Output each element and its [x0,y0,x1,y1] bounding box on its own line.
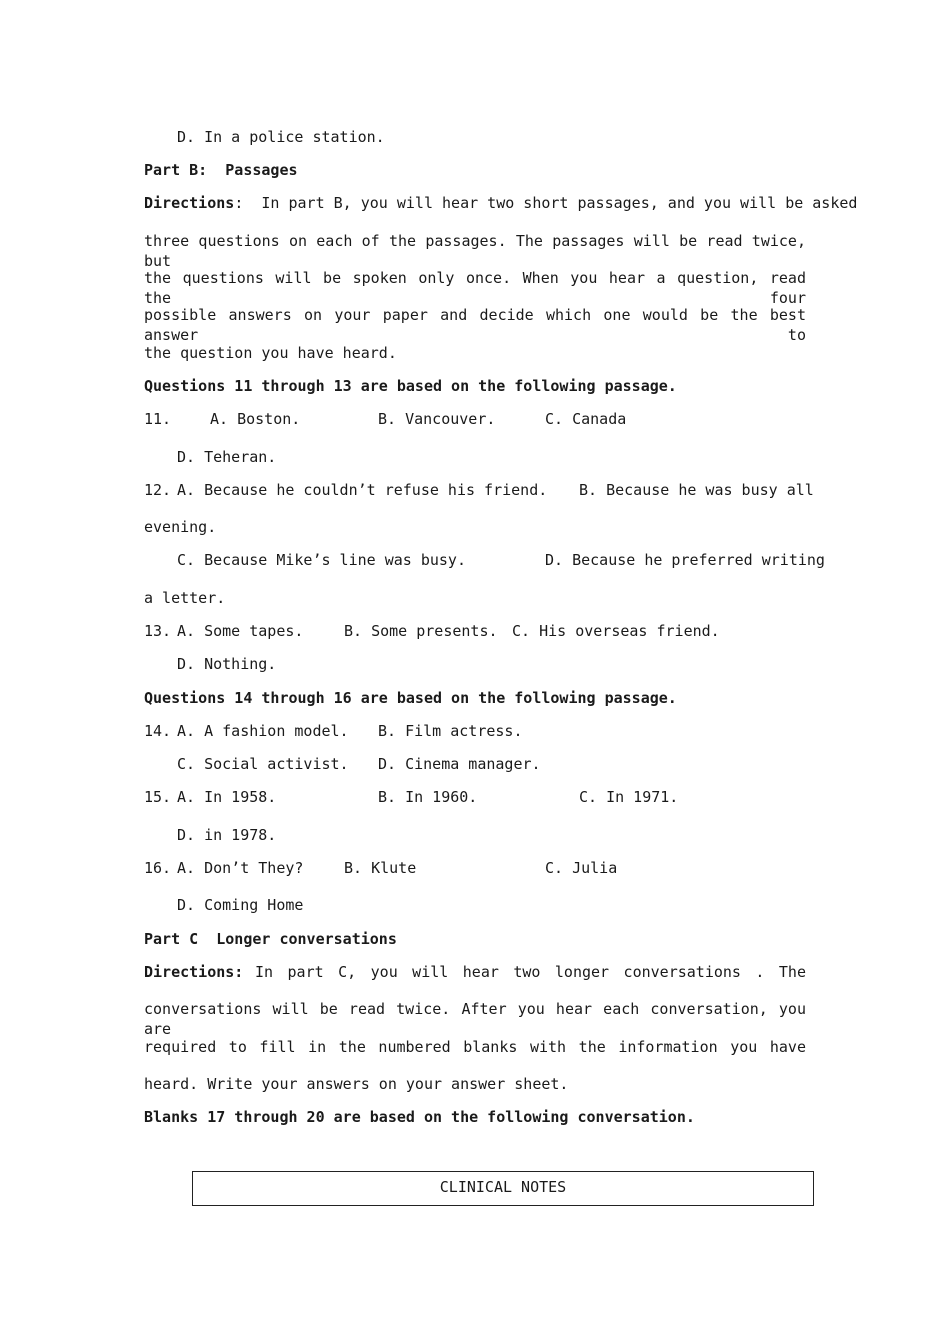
q13-number: 13. [144,622,172,640]
q16-option-b: B. Klute [344,859,417,877]
part-b-heading: Part B: Passages [144,161,298,179]
q14-option-a: A. A fashion model. [177,722,349,740]
q12-option-b-cont: evening. [144,518,217,536]
q15-option-c: C. In 1971. [579,788,679,806]
q15-option-d: D. in 1978. [177,826,277,844]
part-c-directions-line-3: required to fill in the numbered blanks with the information you have [144,1038,806,1056]
group-1-heading: Questions 11 through 13 are based on the following passage. [144,377,677,395]
q16-option-d: D. Coming Home [177,896,304,914]
q12-option-d-cont: a letter. [144,589,226,607]
q15-option-b: B. In 1960. [378,788,478,806]
q14-option-d: D. Cinema manager. [378,755,541,773]
q14-option-c: C. Social activist. [177,755,349,773]
q12-option-a: A. Because he couldn’t refuse his friend. [177,481,548,499]
part-b-directions-line-3: the questions will be spoken only once. When you hear a question, read the four [144,269,806,307]
directions-text: : In part B, you will hear two short passages, and you will be asked [234,194,858,212]
q11-option-d: D. Teheran. [177,448,277,466]
q12-option-d: D. Because he preferred writing [545,551,825,569]
part-c-directions-line-4: heard. Write your answers on your answer sheet. [144,1075,569,1093]
part-c-heading: Part C Longer conversations [144,930,397,948]
part-c-directions-line-1: In part C, you will hear two longer conversations . The [255,963,806,981]
q11-option-b: B. Vancouver. [378,410,496,428]
q11-option-a: A. Boston. [210,410,301,428]
part-b-directions-line-4: possible answers on your paper and decide which one would be the best answer to [144,306,806,344]
q16-option-c: C. Julia [545,859,618,877]
part-b-directions-line-1 [144,193,857,213]
q11-option-c: C. Canada [545,410,627,428]
part-b-directions-line-2: three questions on each of the passages. The passages will be read twice, but [144,232,806,270]
q14-number: 14. [144,722,172,740]
q16-number: 16. [144,859,172,877]
q11-number: 11. [144,410,172,428]
q15-number: 15. [144,788,172,806]
q12-option-b: B. Because he was busy all [579,481,814,499]
q16-option-a: A. Don’t They? [177,859,304,877]
q12-option-c: C. Because Mike’s line was busy. [177,551,466,569]
part-b-directions-line-5: the question you have heard. [144,344,397,362]
q13-option-d: D. Nothing. [177,655,277,673]
q14-option-b: B. Film actress. [378,722,523,740]
group-2-heading: Questions 14 through 16 are based on the following passage. [144,689,677,707]
q15-option-a: A. In 1958. [177,788,277,806]
q13-option-b: B. Some presents. [344,622,498,640]
q12-number: 12. [144,481,172,499]
part-c-directions-line-2: conversations will be read twice. After you hear each conversation, you are [144,1000,806,1038]
directions-label: Directions [144,194,235,212]
part-c-directions-label: Directions: [144,963,244,981]
clinical-notes-box [192,1171,814,1206]
option-d-prev: D. In a police station. [177,128,385,146]
q13-option-a: A. Some tapes. [177,622,304,640]
q13-option-c: C. His overseas friend. [512,622,720,640]
blanks-heading: Blanks 17 through 20 are based on the following conversation. [144,1108,695,1126]
clinical-notes-title: CLINICAL NOTES [439,1178,567,1196]
